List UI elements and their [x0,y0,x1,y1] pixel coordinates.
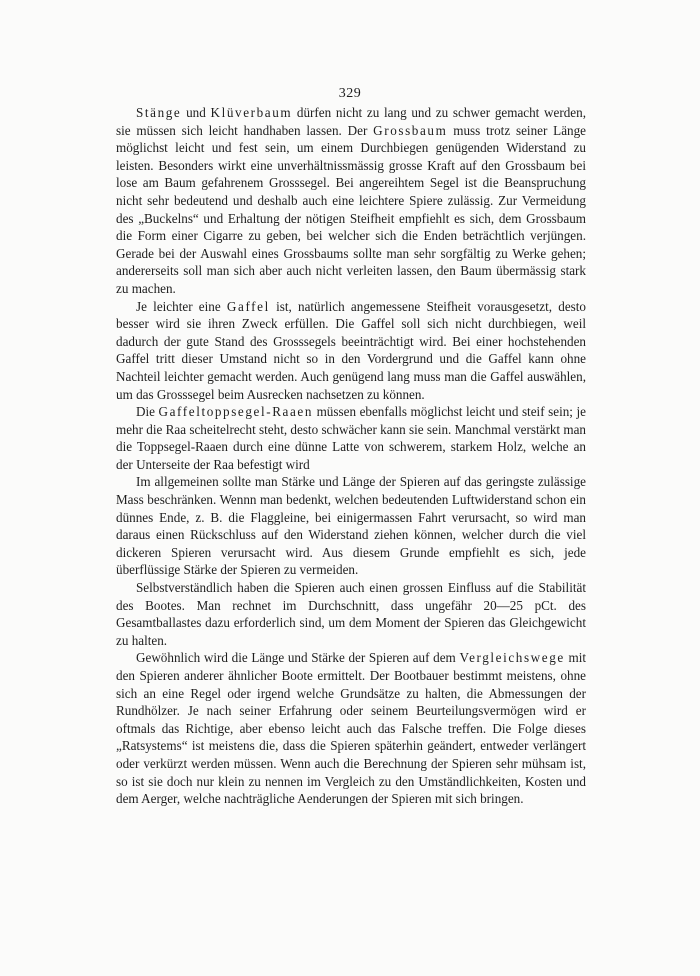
paragraph [116,579,586,649]
text-run: mit den Spieren anderer ähnlicher Boote ermittelt. Der Bootbauer bestimmt meistens, ohne sich an eine Regel oder irgend welche Grundsätze zu halten, die Abmessungen der Rundhölzer. Je nach seiner Erfahrung oder seinem Beurteilungsvermögen wird er oftmals das Richtige, aber ebenso leicht auch das Falsche treffen. Die Folge dieses „Ratsystems“ ist meistens die, dass die Spieren späterhin geändert, entweder verlängert oder verkürzt werden müssen. Wenn auch die Berechnung der Spieren sehr mühsam ist, so ist sie doch nur klein zu nennen im Vergleich zu den Umständlichkeiten, Kosten und dem Aerger, welche nachträgliche Aenderungen der Spieren mit sich bringen. [116,650,586,807]
paragraph [116,298,586,404]
emphasized-term: Gaffeltoppsegel-Raaen [158,404,314,420]
text-run: müssen ebenfalls möglichst leicht und steif sein; je mehr die Raa scheitelrecht steht, desto schwächer kann sie sein. Manchmal verstärkt man die Toppsegel-Raaen durch eine dünne Latte von schwerem, starkem Holz, welche an der Unterseite der Raa befestigt wird [116,404,586,472]
text-run: und [181,105,211,120]
text-run: Je leichter eine [136,298,227,314]
paragraph [116,104,586,298]
emphasized-term: Vergleichswege [459,650,565,666]
text-run: dürfen nicht zu lang und zu schwer gemacht werden, sie müssen sich leicht handhaben lassen. Der [116,105,586,138]
page-number: 329 [338,86,362,101]
emphasized-term: Klüverbaum [210,105,293,120]
emphasized-term: Stänge [136,105,182,120]
text-run: muss trotz seiner Länge möglichst leicht und fest sein, um einem Durchbiegen genügenden Widerstand zu leisten. Besonders wirkt eine unverhältnissmässig grosse Kraft auf den Grossbaum bei lose am Baum gefahrenem Grosssegel. Bei angereihtem Segel ist die Beanspruchung nicht sehr bedeutend und deshalb auch eine leichtere Spiere zulässig. Zur Vermeidung des „Buckelns“ und Erhaltung der nötigen Steifheit empfiehlt es sich, dem Grossbaum die Form einer Cigarre zu geben, bei welcher sich die Enden beträchtlich verjüngen. Gerade bei der Auswahl eines Grossbaums sollte man sehr sorgfältig zu Werke gehen; andererseits soll man sich aber auch nicht verleiten lassen, den Baum übermässig stark zu machen. [116,122,586,296]
paragraph [116,403,586,473]
emphasized-term: Gaffel [226,298,270,314]
text-run: ist, natürlich angemessene Steifheit vorausgesetzt, desto besser wird sie ihren Zweck erfüllen. Die Gaffel soll sich nicht durchbiegen, weil dadurch der gute Stand des Grosssegels beeinträchtigt wird. Bei einer hochstehenden Gaffel tritt dieser Umstand nicht so in den Vordergrund und die Gaffel kann ohne Nachteil leichter gemacht werden. Auch genügend lang muss man die Gaffel auswählen, um das Grosssegel beim Ausrecken nachsetzen zu können. [116,298,586,402]
text-run: Im allgemeinen sollte man Stärke und Länge der Spieren auf das geringste zulässige Mass beschränken. Wennn man bedenkt, welchen bedeutenden Luftwiderstand schon ein dünnes Ende, z. B. die Flaggleine, bei einigermassen Fahrt verursacht, so wird man daraus einen Rückschluss auf den Widerstand ziehen können, welcher durch die viel dickeren Spieren verursacht wird. Aus diesem Grunde empfiehlt es sich, jede überflüssige Stärke der Spieren zu vermeiden. [116,474,586,578]
body-text [116,104,586,808]
text-run: Selbstverständlich haben die Spieren auch einen grossen Einfluss auf die Stabilität des Bootes. Man rechnet im Durchschnitt, dass ungefähr 20—25 pCt. des Gesamtballastes dazu erforderlich sind, um dem Moment der Spieren das Gleichgewicht zu halten. [116,580,586,648]
text-run: Die [136,404,159,420]
paragraph [116,649,586,807]
paragraph [116,473,586,579]
text-run: Gewöhnlich wird die Länge und Stärke der Spieren auf dem [136,650,460,666]
emphasized-term: Grossbaum [373,122,448,138]
